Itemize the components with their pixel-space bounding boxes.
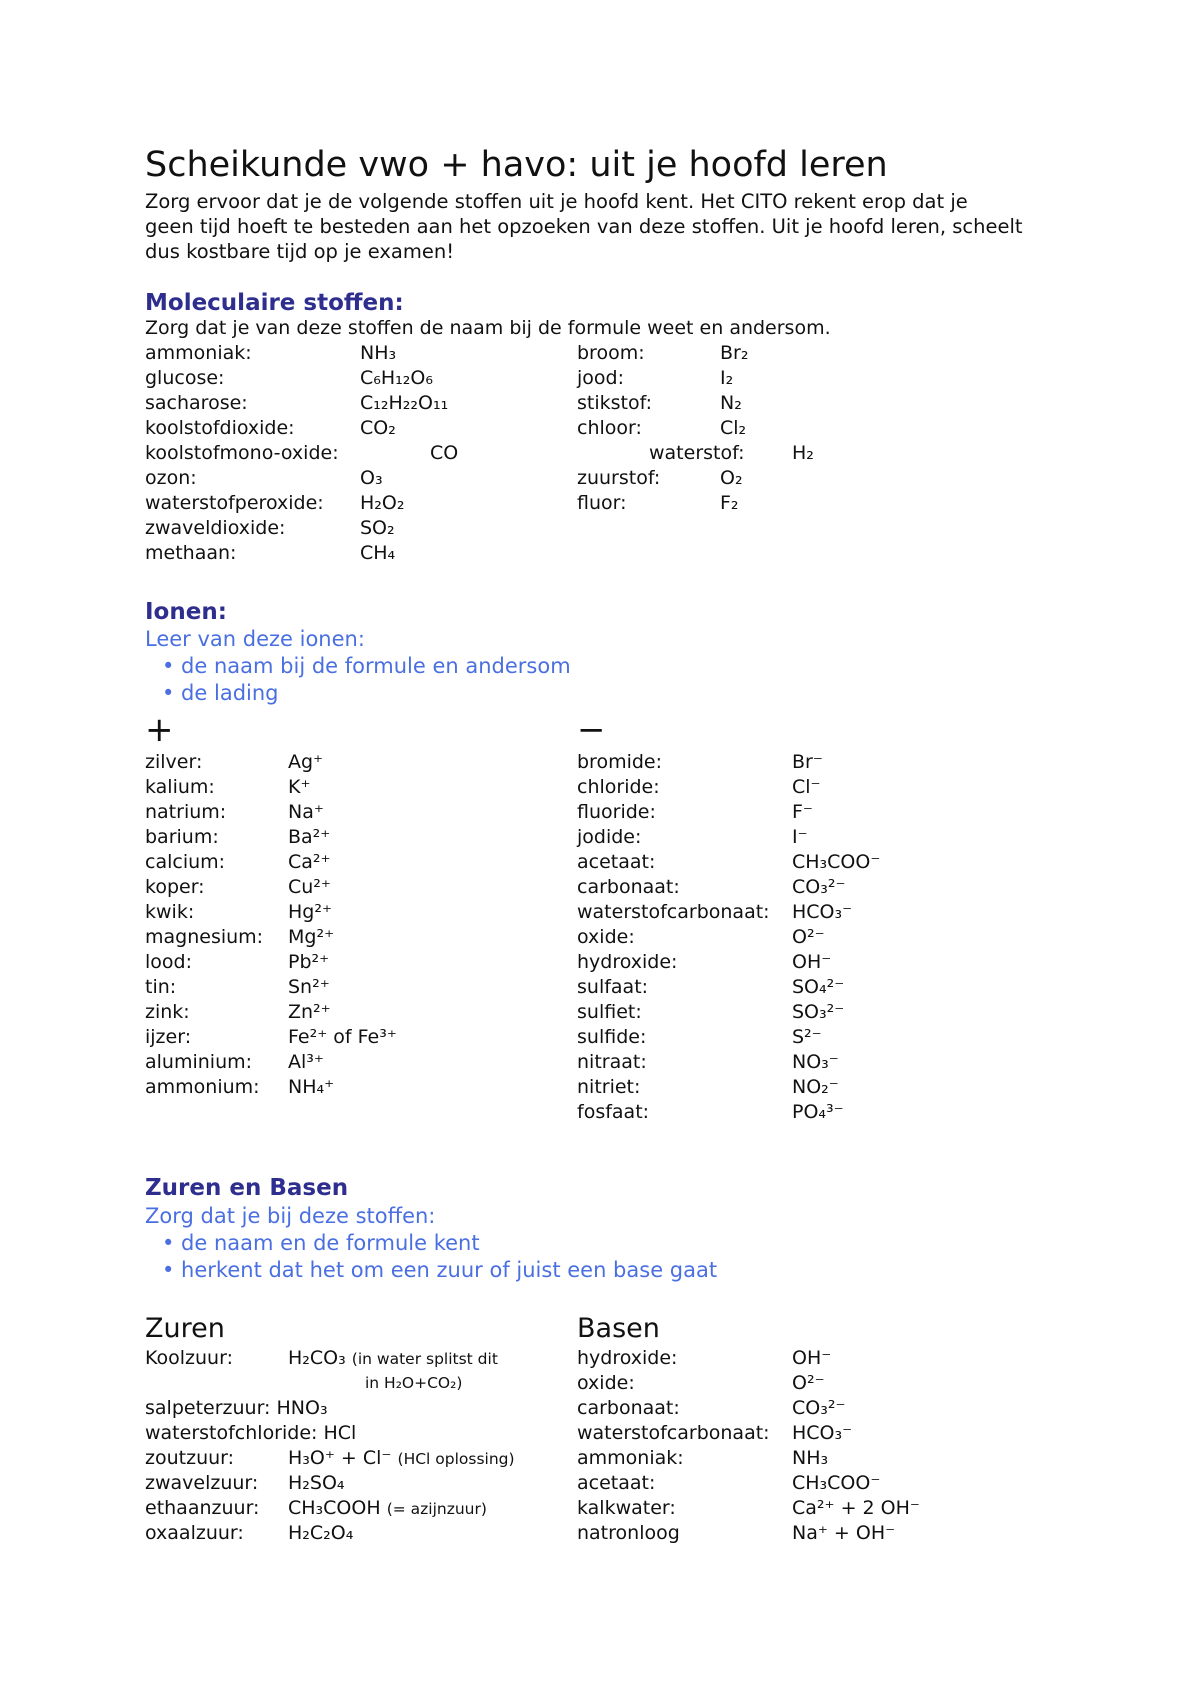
ion-formula: S²⁻ [792,1026,822,1048]
base-formula: CH₃COO⁻ [792,1472,881,1494]
substance-name: fluor: [577,492,627,514]
substance-name: chloor: [577,417,642,439]
page-title: Scheikunde vwo + havo: uit je hoofd leren [145,145,888,185]
ion-formula: CO₃²⁻ [792,876,846,898]
substance-formula: H₂ [792,442,814,464]
substance-formula: CO₂ [360,417,396,439]
substance-name: zuurstof: [577,467,661,489]
substance-name: sacharose: [145,392,248,414]
acid-note: (in water splitst dit [351,1350,498,1368]
acid-formula [288,1496,487,1522]
base-name: oxide: [577,1372,635,1394]
acid-name: salpeterzuur: [145,1397,271,1419]
ion-formula: Hg²⁺ [288,901,332,923]
acid-formula: H₂C₂O₄ [288,1522,354,1544]
ion-formula: I⁻ [792,826,808,848]
base-name: carbonaat: [577,1397,680,1419]
substance-name: zwaveldioxide: [145,517,286,539]
substance-formula: CO [430,442,459,464]
acid-name: ethaanzuur: [145,1497,260,1519]
ion-name: natrium: [145,801,227,823]
intro-line: Zorg ervoor dat je de volgende stoffen uit je hoofd kent. Het CITO rekent erop dat je [145,190,968,213]
ion-formula: SO₄²⁻ [792,976,845,998]
ion-name: kwik: [145,901,195,923]
ion-formula: Al³⁺ [288,1051,324,1073]
substance-formula: H₂O₂ [360,492,405,514]
section-heading-ionen: Ionen: [145,599,227,625]
ion-formula: Mg²⁺ [288,926,335,948]
ion-name: aluminium: [145,1051,253,1073]
ion-name: waterstofcarbonaat: [577,901,770,923]
substance-formula: Br₂ [720,342,749,364]
substance-formula: N₂ [720,392,742,414]
base-formula: O²⁻ [792,1372,825,1394]
substance-formula: NH₃ [360,342,397,364]
acid-name: oxaalzuur: [145,1522,244,1544]
substance-name: waterstofperoxide: [145,492,324,514]
acid-note: (= azijnzuur) [386,1500,487,1518]
substance-name: methaan: [145,542,237,564]
substance-name: glucose: [145,367,225,389]
ion-name: tin: [145,976,177,998]
ion-formula: NO₂⁻ [792,1076,839,1098]
acid-formula [288,1446,515,1472]
acid-formula: HCl [323,1422,357,1444]
substance-formula: Cl₂ [720,417,747,439]
basen-title: Basen [577,1313,660,1344]
substance-name: broom: [577,342,645,364]
bullet-item: • de naam en de formule kent [162,1231,480,1255]
ion-name: jodide: [577,826,642,848]
bullet-item: • de lading [162,681,279,705]
substance-name: jood: [577,367,624,389]
ion-formula: Sn²⁺ [288,976,330,998]
substance-formula: O₂ [720,467,743,489]
list-item [145,1396,328,1421]
substance-formula: C₁₂H₂₂O₁₁ [360,392,449,414]
base-formula: HCO₃⁻ [792,1422,853,1444]
ion-formula: CH₃COO⁻ [792,851,881,873]
substance-formula: I₂ [720,367,734,389]
ion-name: koper: [145,876,205,898]
base-formula: Na⁺ + OH⁻ [792,1522,896,1544]
acid-formula: HNO₃ [276,1397,328,1419]
ion-formula: HCO₃⁻ [792,901,853,923]
ion-name: fluoride: [577,801,656,823]
ion-formula: K⁺ [288,776,311,798]
ion-name: nitriet: [577,1076,641,1098]
ion-formula: Br⁻ [792,751,823,773]
minus-sign: − [577,710,606,750]
acid-formula: H₂SO₄ [288,1472,345,1494]
ion-name: kalium: [145,776,215,798]
base-name: kalkwater: [577,1497,676,1519]
acid-note: (HCl oplossing) [397,1450,515,1468]
ion-name: zilver: [145,751,203,773]
zuren-title: Zuren [145,1313,225,1344]
ion-name: oxide: [577,926,635,948]
substance-name: koolstofmono-oxide: [145,442,339,464]
base-name: waterstofcarbonaat: [577,1422,770,1444]
ion-name: sulfide: [577,1026,647,1048]
acid-formula-text: CH₃COOH [288,1497,381,1519]
ion-name: ammonium: [145,1076,260,1098]
substance-name: ammoniak: [145,342,252,364]
section-heading-zuren-basen: Zuren en Basen [145,1175,349,1201]
ion-formula: PO₄³⁻ [792,1101,844,1123]
base-name: natronloog [577,1522,680,1544]
ion-name: magnesium: [145,926,264,948]
list-item [145,1421,356,1446]
substance-name: ozon: [145,467,197,489]
base-formula: NH₃ [792,1447,829,1469]
acid-name: zwavelzuur: [145,1472,259,1494]
substance-formula: O₃ [360,467,383,489]
substance-name: stikstof: [577,392,653,414]
bullet-item: • herkent dat het om een zuur of juist een base gaat [162,1258,718,1282]
intro-line: geen tijd hoeft te besteden aan het opzoeken van deze stoffen. Uit je hoofd leren, scheelt [145,215,1023,238]
substance-name: koolstofdioxide: [145,417,295,439]
ion-name: acetaat: [577,851,656,873]
ion-name: fosfaat: [577,1101,650,1123]
ion-formula: Ag⁺ [288,751,324,773]
section-subtitle-moleculair: Zorg dat je van deze stoffen de naam bij de formule weet en andersom. [145,317,831,339]
ion-formula: OH⁻ [792,951,832,973]
ion-formula: NO₃⁻ [792,1051,839,1073]
ion-formula: Cl⁻ [792,776,821,798]
base-formula: CO₃²⁻ [792,1397,846,1419]
ion-name: ijzer: [145,1026,192,1048]
substance-formula: F₂ [720,492,739,514]
ion-formula: Ca²⁺ [288,851,331,873]
ion-name: barium: [145,826,219,848]
ion-name: lood: [145,951,192,973]
section-subtitle-ionen: Leer van deze ionen: [145,627,365,651]
acid-formula-text: H₃O⁺ + Cl⁻ [288,1447,392,1469]
base-name: hydroxide: [577,1347,678,1369]
ion-name: hydroxide: [577,951,678,973]
ion-formula: F⁻ [792,801,813,823]
ion-formula: O²⁻ [792,926,825,948]
ion-name: sulfaat: [577,976,649,998]
acid-formula [288,1346,498,1372]
acid-name: waterstofchloride: [145,1422,318,1444]
base-name: acetaat: [577,1472,656,1494]
ion-name: calcium: [145,851,226,873]
ion-formula: SO₃²⁻ [792,1001,845,1023]
substance-formula: CH₄ [360,542,396,564]
ion-name: sulfiet: [577,1001,642,1023]
ion-formula: Na⁺ [288,801,324,823]
ion-formula: NH₄⁺ [288,1076,335,1098]
intro-paragraph [145,189,1075,264]
substance-formula: SO₂ [360,517,395,539]
base-name: ammoniak: [577,1447,684,1469]
ion-formula: Zn²⁺ [288,1001,331,1023]
ion-name: chloride: [577,776,660,798]
section-subtitle-zuren-basen: Zorg dat je bij deze stoffen: [145,1204,436,1228]
substance-formula: C₆H₁₂O₆ [360,367,433,389]
bullet-item: • de naam bij de formule en andersom [162,654,571,678]
plus-sign: + [145,710,174,750]
acid-name: zoutzuur: [145,1447,235,1469]
acid-name: Koolzuur: [145,1347,233,1369]
ion-name: zink: [145,1001,190,1023]
acid-note: in H₂O+CO₂) [365,1374,463,1392]
substance-name: waterstof: [649,442,745,464]
ion-formula: Fe²⁺ of Fe³⁺ [288,1026,397,1048]
acid-formula-text: H₂CO₃ [288,1347,346,1369]
ion-formula: Cu²⁺ [288,876,331,898]
base-formula: OH⁻ [792,1347,832,1369]
base-formula: Ca²⁺ + 2 OH⁻ [792,1497,920,1519]
section-heading-moleculair: Moleculaire stoffen: [145,290,404,316]
ion-name: bromide: [577,751,663,773]
ion-formula: Ba²⁺ [288,826,331,848]
intro-line: dus kostbare tijd op je examen! [145,240,455,263]
ion-name: nitraat: [577,1051,647,1073]
ion-formula: Pb²⁺ [288,951,330,973]
ion-name: carbonaat: [577,876,680,898]
